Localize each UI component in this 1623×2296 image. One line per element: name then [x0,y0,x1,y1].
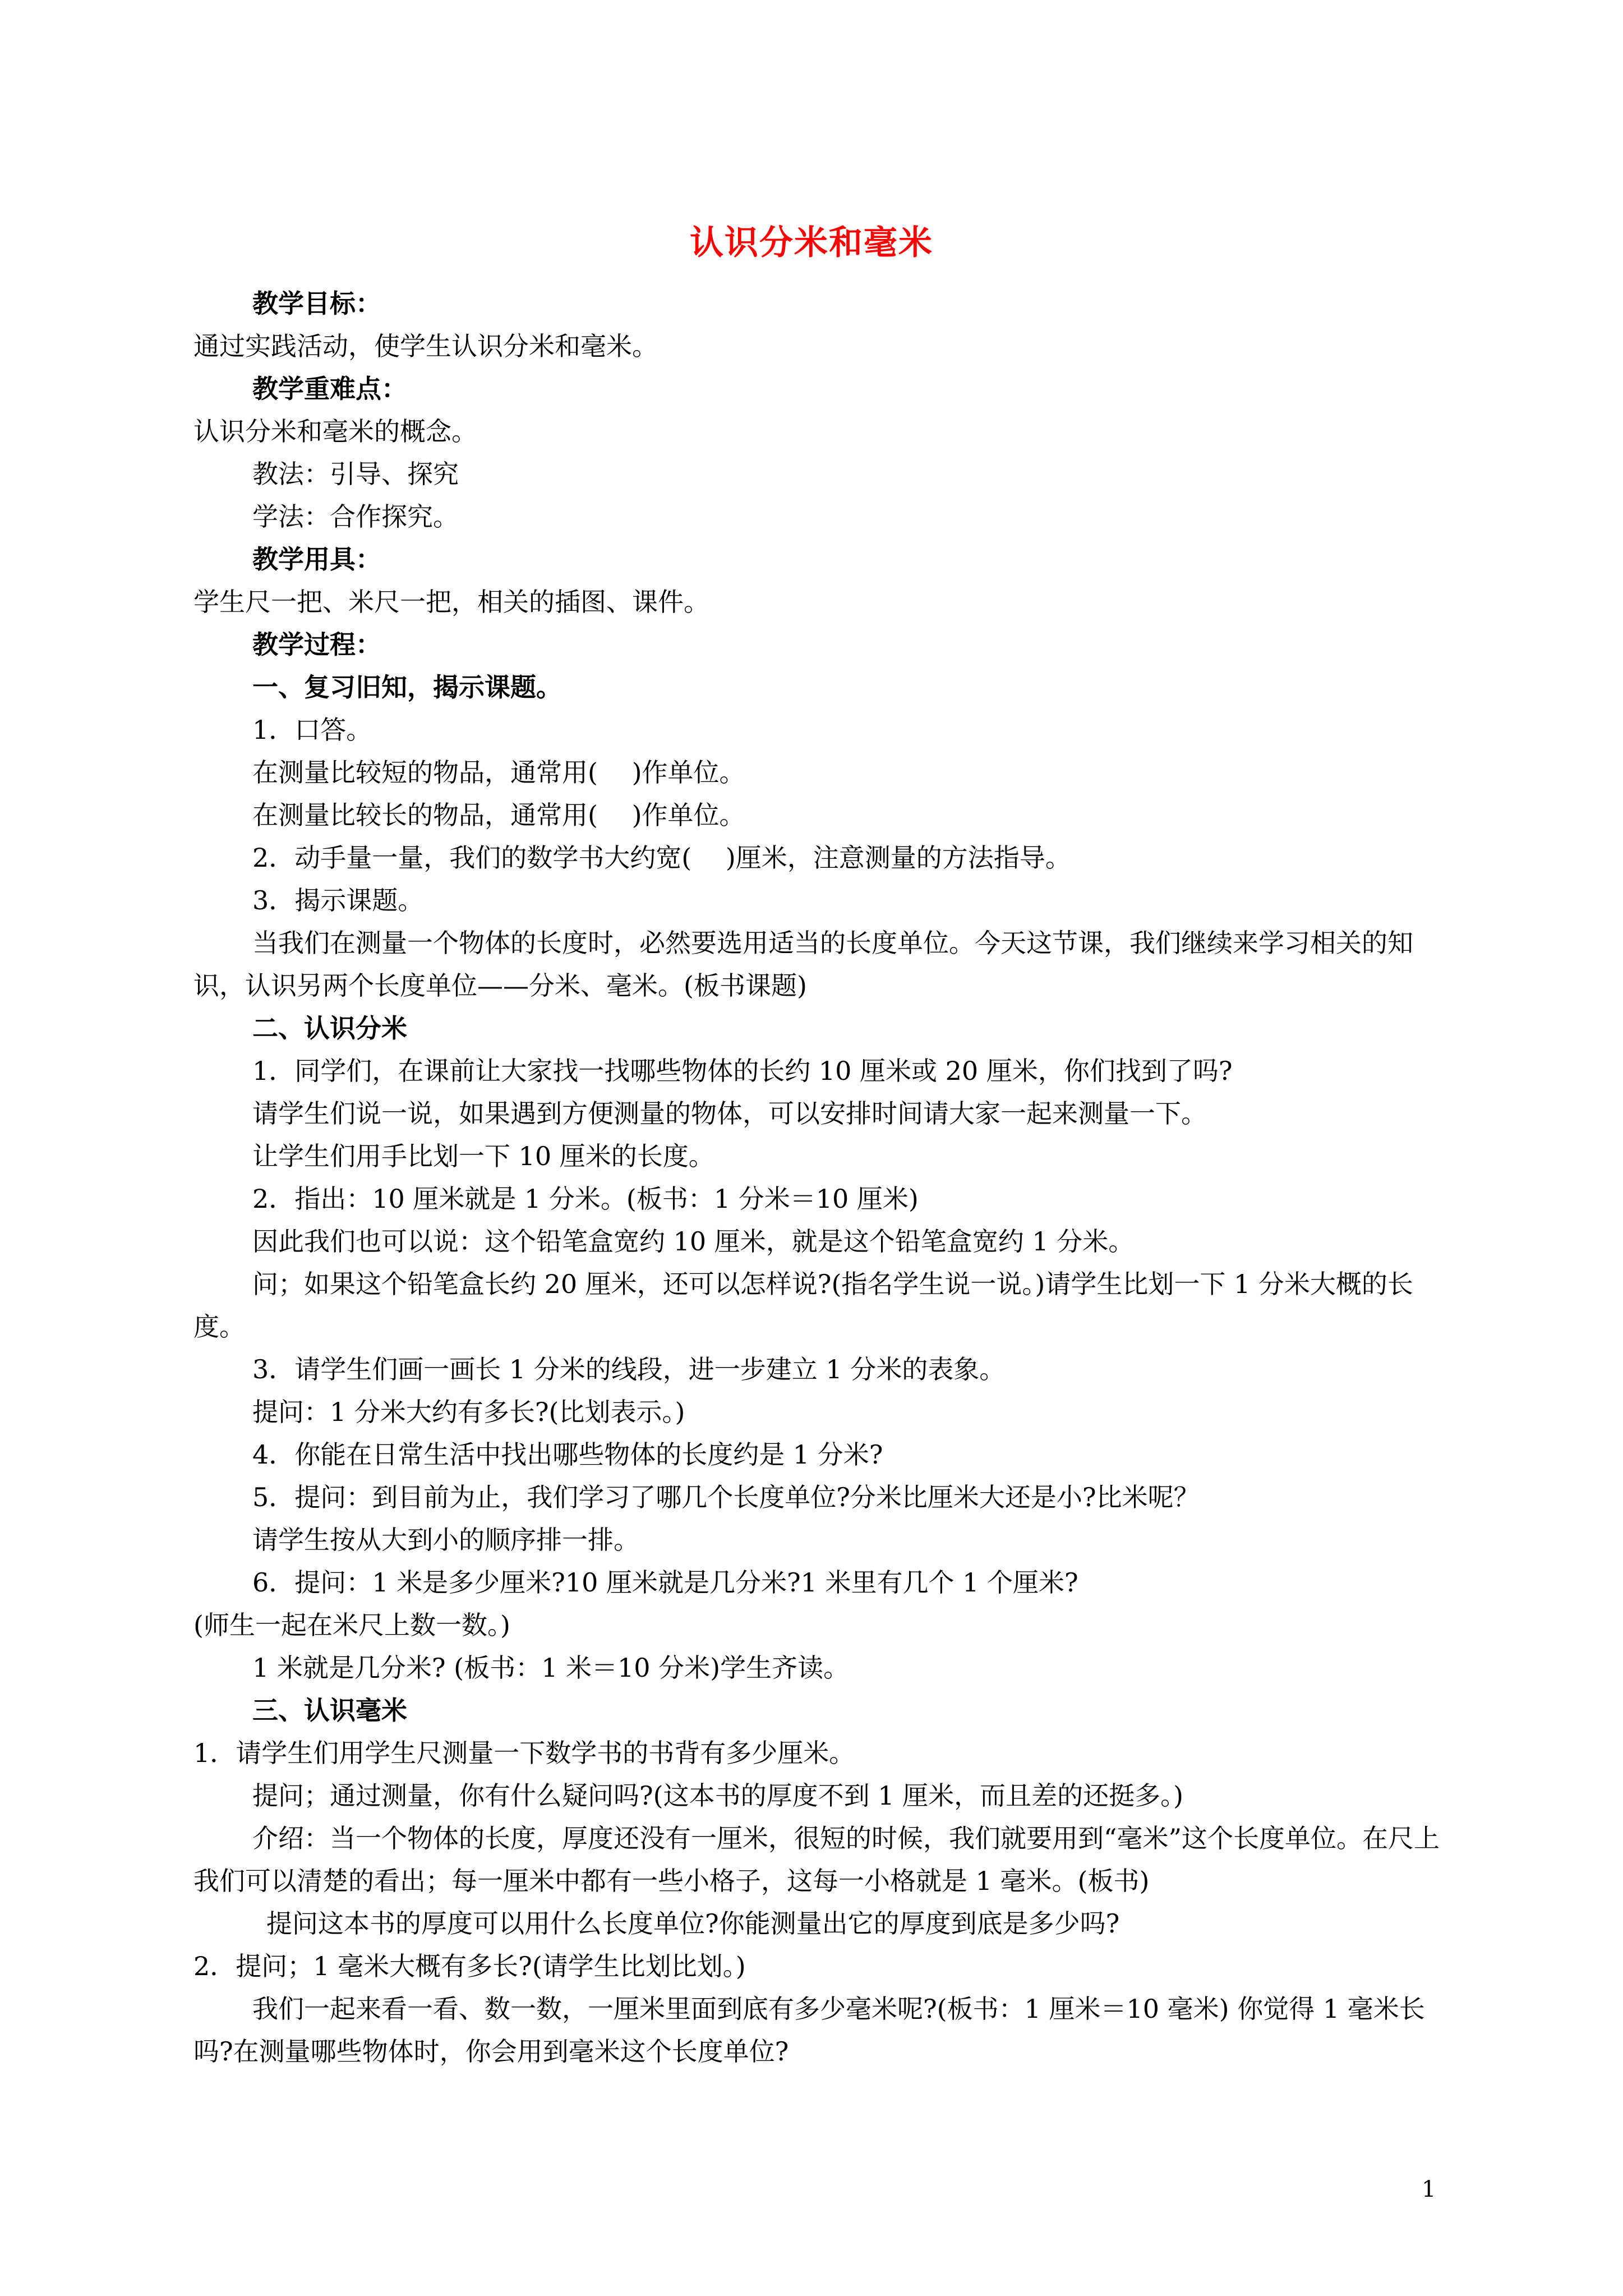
paragraph: 让学生们用手比划一下 10 厘米的长度。 [252,1141,714,1171]
paragraph: 学生尺一把、米尺一把，相关的插图、课件。 [193,587,709,617]
page-title: 认识分米和毫米 [690,223,933,263]
paragraph-method: 教法：引导、探究 [252,459,459,489]
paragraph: 介绍：当一个物体的长度，厚度还没有一厘米，很短的时候，我们就要用到“毫米”这个长度单位。在尺上我们可以清楚的看出；每一厘米中都有一些小格子，这每一小格就是 1 毫米。(板书) [193,1823,1440,1896]
heading-objectives: 教学目标： [252,288,381,319]
paragraph: 2．指出：10 厘米就是 1 分米。(板书：1 分米＝10 厘米) [252,1184,919,1214]
paragraph: 提问这本书的厚度可以用什么长度单位?你能测量出它的厚度到底是多少吗? [266,1908,1120,1939]
paragraph: 在测量比较短的物品，通常用( )作单位。 [252,757,745,788]
paragraph: 5．提问：到目前为止，我们学习了哪几个长度单位?分米比厘米大还是小?比米呢？ [252,1482,1200,1512]
paragraph: 请学生按从大到小的顺序排一排。 [252,1525,639,1555]
paragraph: 通过实践活动，使学生认识分米和毫米。 [193,331,658,361]
paragraph: 1．请学生们用学生尺测量一下数学书的书背有多少厘米。 [193,1738,855,1768]
paragraph: 认识分米和毫米的概念。 [193,416,477,447]
document-body [193,282,1444,2073]
page-number: 1 [1422,2177,1436,2202]
paragraph: 请学生们说一说，如果遇到方便测量的物体，可以安排时间请大家一起来测量一下。 [252,1098,1207,1129]
paragraph: 3．揭示课题。 [252,885,424,915]
section-heading-1: 一、复习旧知，揭示课题。 [252,672,562,702]
paragraph: 1．口答。 [252,715,372,745]
paragraph: 1．同学们，在课前让大家找一找哪些物体的长约 10 厘米或 20 厘米，你们找到了吗? [252,1056,1233,1086]
paragraph: (师生一起在米尺上数一数。) [193,1610,510,1640]
paragraph: 4．你能在日常生活中找出哪些物体的长度约是 1 分米? [252,1439,883,1470]
paragraph: 问；如果这个铅笔盒长约 20 厘米，还可以怎样说?(指名学生说一说。)请学生比划一下 1 分米大概的长度。 [193,1269,1413,1342]
heading-tools: 教学用具： [252,544,381,574]
paragraph: 提问：1 分米大约有多长?(比划表示。) [252,1397,685,1427]
paragraph: 在测量比较长的物品，通常用( )作单位。 [252,800,745,830]
paragraph: 3．请学生们画一画长 1 分米的线段，进一步建立 1 分米的表象。 [252,1354,1006,1384]
paragraph: 我们一起来看一看、数一数，一厘米里面到底有多少毫米呢?(板书：1 厘米＝10 毫米) 你觉得 1 毫米长吗?在测量哪些物体时，你会用到毫米这个长度单位? [193,1994,1425,2067]
paragraph: 1 米就是几分米? (板书：1 米＝10 分米)学生齐读。 [252,1653,850,1683]
paragraph-learning: 学法：合作探究。 [252,501,459,532]
paragraph: 当我们在测量一个物体的长度时，必然要选用适当的长度单位。今天这节课，我们继续来学习相关的知识，认识另两个长度单位——分米、毫米。(板书课题) [193,928,1413,1001]
paragraph: 因此我们也可以说：这个铅笔盒宽约 10 厘米，就是这个铅笔盒宽约 1 分米。 [252,1226,1135,1257]
section-heading-2: 二、认识分米 [252,1013,407,1043]
heading-key-points: 教学重难点： [252,374,407,404]
heading-process: 教学过程： [252,629,381,660]
paragraph: 2．提问；1 毫米大概有多长?(请学生比划比划。) [193,1951,746,1981]
paragraph: 2．动手量一量，我们的数学书大约宽( )厘米，注意测量的方法指导。 [252,843,1071,873]
paragraph: 提问；通过测量，你有什么疑问吗?(这本书的厚度不到 1 厘米，而且差的还挺多。) [252,1780,1184,1811]
paragraph: 6．提问：1 米是多少厘米?10 厘米就是几分米?1 米里有几个 1 个厘米? [252,1567,1078,1598]
section-heading-3: 三、认识毫米 [252,1695,407,1726]
